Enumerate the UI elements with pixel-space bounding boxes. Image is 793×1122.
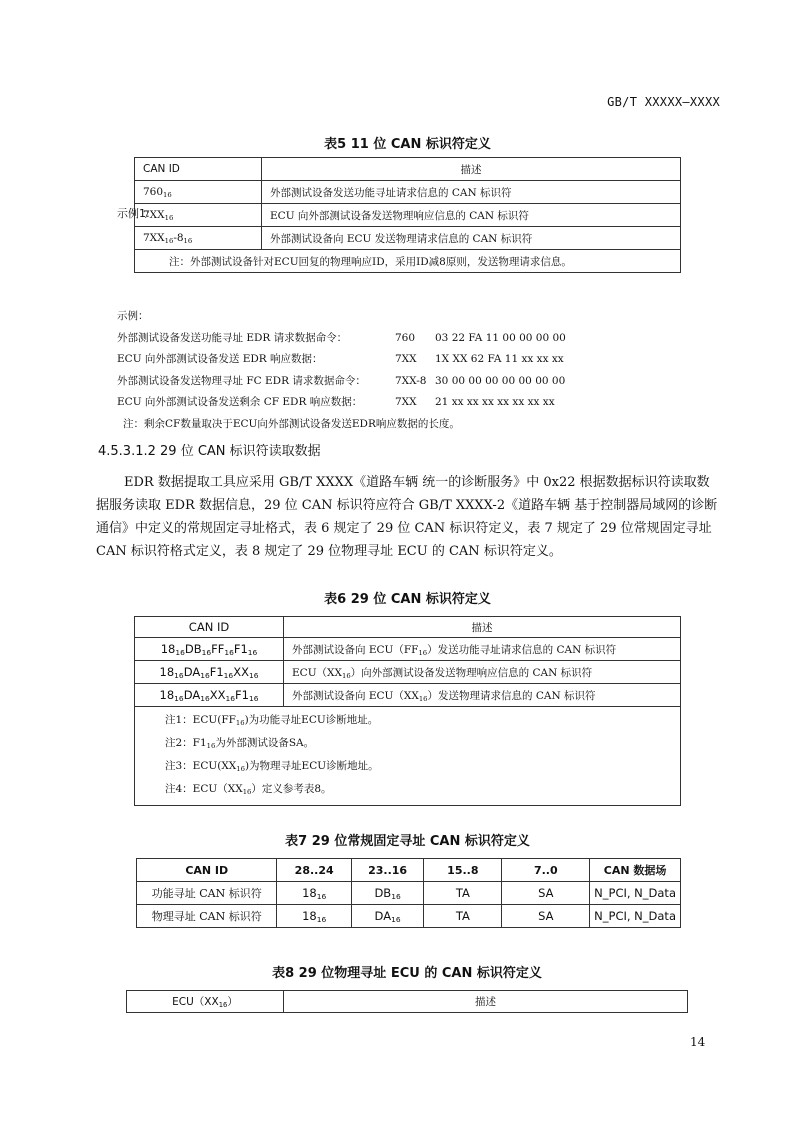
cell-bits-28-24: $18_{16}$: [277, 882, 351, 905]
can-id-cell: $7XX_{16}$: [135, 204, 262, 227]
can-id-cell: $760_{16}$: [135, 181, 262, 204]
table-header-row: [135, 158, 681, 181]
table8: [126, 990, 688, 1013]
table6: [134, 616, 681, 806]
table-header-row: [137, 859, 681, 882]
description-cell: 外部测试设备向 $ECU(XX_{16})$发送物理请求信息的 CAN 标识符: [284, 684, 681, 707]
header-can-id: CAN ID: [135, 158, 262, 181]
header-can-id: CAN ID: [135, 617, 284, 638]
note-line: 注3：$ECU(XX_{16})$为物理寻址ECU诊断地址。: [165, 760, 379, 773]
table-row: [135, 638, 681, 661]
example-data: 1X XX 62 FA 11 xx xx xx: [435, 353, 564, 365]
cell-data-field: N_PCI, N_Data: [590, 882, 681, 905]
table-note-row: [135, 250, 681, 273]
table6-notes: [135, 707, 681, 806]
cell-bits-23-16: $DA_{16}$: [351, 905, 423, 928]
can-id-cell: $18_{16}DB_{16}FF_{16}F1_{16}$: [135, 638, 284, 661]
cell-bits-7-0: SA: [502, 882, 590, 905]
header-bits-28-24: 28..24: [277, 859, 351, 882]
table-row: [137, 905, 681, 928]
table-row: [137, 882, 681, 905]
standard-code: GB/T XXXXX—XXXX: [607, 95, 720, 109]
header-bits-23-16: 23..16: [351, 859, 423, 882]
cell-bits-15-8: TA: [424, 905, 502, 928]
cell-bits-28-24: $18_{16}$: [277, 905, 351, 928]
description-cell: 外部测试设备向 $ECU(FF_{16})$发送功能寻址请求信息的 CAN 标识符: [284, 638, 681, 661]
example-id: 7XX: [395, 396, 417, 408]
table-row: [135, 204, 681, 227]
can-id-cell: $18_{16}DA_{16}XX_{16}F1_{16}$: [135, 684, 284, 707]
can-id-cell: $18_{16}DA_{16}F1_{16}XX_{16}$: [135, 661, 284, 684]
description-cell: ECU 向外部测试设备发送物理响应信息的 CAN 标识符: [262, 204, 681, 227]
header-description: 描述: [284, 617, 681, 638]
note-line: 注2：$F1_{16}$为外部测试设备SA。: [165, 737, 315, 750]
table-header-row: [127, 991, 688, 1013]
table5-note: 注：外部测试设备针对ECU回复的物理响应ID，采用ID减8原则，发送物理请求信息。: [135, 250, 681, 273]
header-can-data-field: CAN 数据场: [590, 859, 681, 882]
example-label: 外部测试设备发送功能寻址 EDR 请求数据命令：: [117, 331, 348, 344]
paragraph-line: CAN 标识符格式定义，表 8 规定了 29 位物理寻址 ECU 的 CAN 标识符定义。: [96, 544, 562, 559]
section-heading: 4.5.3.1.2 29 位 CAN 标识符读取数据: [98, 444, 321, 459]
header-ecu: $ECU(XX_{16})$: [127, 991, 284, 1013]
row-label: 功能寻址 CAN 标识符: [137, 882, 277, 905]
example-label: ECU 向外部测试设备发送剩余 CF EDR 响应数据：: [117, 396, 363, 408]
description-cell: 外部测试设备发送功能寻址请求信息的 CAN 标识符: [262, 181, 681, 204]
table-row: [135, 181, 681, 204]
table5: [134, 157, 681, 273]
table-header-row: [135, 617, 681, 638]
header-bits-15-8: 15..8: [424, 859, 502, 882]
header-can-id: CAN ID: [137, 859, 277, 882]
page-number: 14: [690, 1035, 706, 1049]
example-id: 7XX: [395, 353, 417, 365]
table-row: [135, 227, 681, 250]
table7: [136, 858, 681, 928]
note-line: 注1：$ECU(FF_{16})$为功能寻址ECU诊断地址。: [165, 714, 379, 727]
cell-bits-7-0: SA: [502, 905, 590, 928]
table8-caption: 表8 29 位物理寻址 ECU 的 CAN 标识符定义: [272, 966, 542, 981]
example-data: 21 xx xx xx xx xx xx xx: [435, 396, 555, 408]
header-bits-7-0: 7..0: [502, 859, 590, 882]
header-description: 描述: [284, 991, 688, 1013]
example-label: 外部测试设备发送物理寻址 FC EDR 请求数据命令：: [117, 374, 366, 387]
table-note-row: [135, 707, 681, 806]
can-id-cell: $7XX_{16}-8_{16}$: [135, 227, 262, 250]
table6-caption: 表6 29 位 CAN 标识符定义: [324, 592, 491, 607]
table5-caption: 表5 11 位 CAN 标识符定义: [324, 137, 491, 152]
row-label: 物理寻址 CAN 标识符: [137, 905, 277, 928]
example-label: ECU 向外部测试设备发送 EDR 响应数据：: [117, 353, 323, 365]
table-row: [135, 684, 681, 707]
description-cell: $ECU(XX_{16})$向外部测试设备发送物理响应信息的 CAN 标识符: [284, 661, 681, 684]
table-row: [135, 661, 681, 684]
example-id: 760: [395, 331, 416, 344]
note-line: 注4：$ECU(XX_{16})$定义参考表8。: [165, 783, 332, 796]
header-description: 描述: [262, 158, 681, 181]
description-cell: 外部测试设备向 ECU 发送物理请求信息的 CAN 标识符: [262, 227, 681, 250]
example-data: 03 22 FA 11 00 00 00 00: [435, 331, 566, 344]
cell-data-field: N_PCI, N_Data: [590, 905, 681, 928]
table7-caption: 表7 29 位常规固定寻址 CAN 标识符定义: [285, 834, 530, 849]
body-paragraph: [96, 471, 722, 563]
example-id: 7XX-8: [395, 374, 427, 387]
cell-bits-23-16: $DB_{16}$: [351, 882, 423, 905]
cell-bits-15-8: TA: [424, 882, 502, 905]
example-data: 30 00 00 00 00 00 00 00: [435, 374, 566, 387]
paragraph-line: 据服务读取 EDR 数据信息，29 位 CAN 标识符应符合 GB/T XXXX-2《道路车辆 基于控制器局域网的诊断: [96, 498, 718, 513]
paragraph-line: 通信》中定义的常规固定寻址格式，表 6 规定了 29 位 CAN 标识符定义，表 7 规定了 29 位常规固定寻址: [96, 521, 712, 536]
paragraph-line: EDR 数据提取工具应采用 GB/T XXXX《道路车辆 统一的诊断服务》中 0x22 根据数据标识符读取数: [124, 475, 710, 490]
stray-example-label: 示例1:: [117, 207, 150, 220]
